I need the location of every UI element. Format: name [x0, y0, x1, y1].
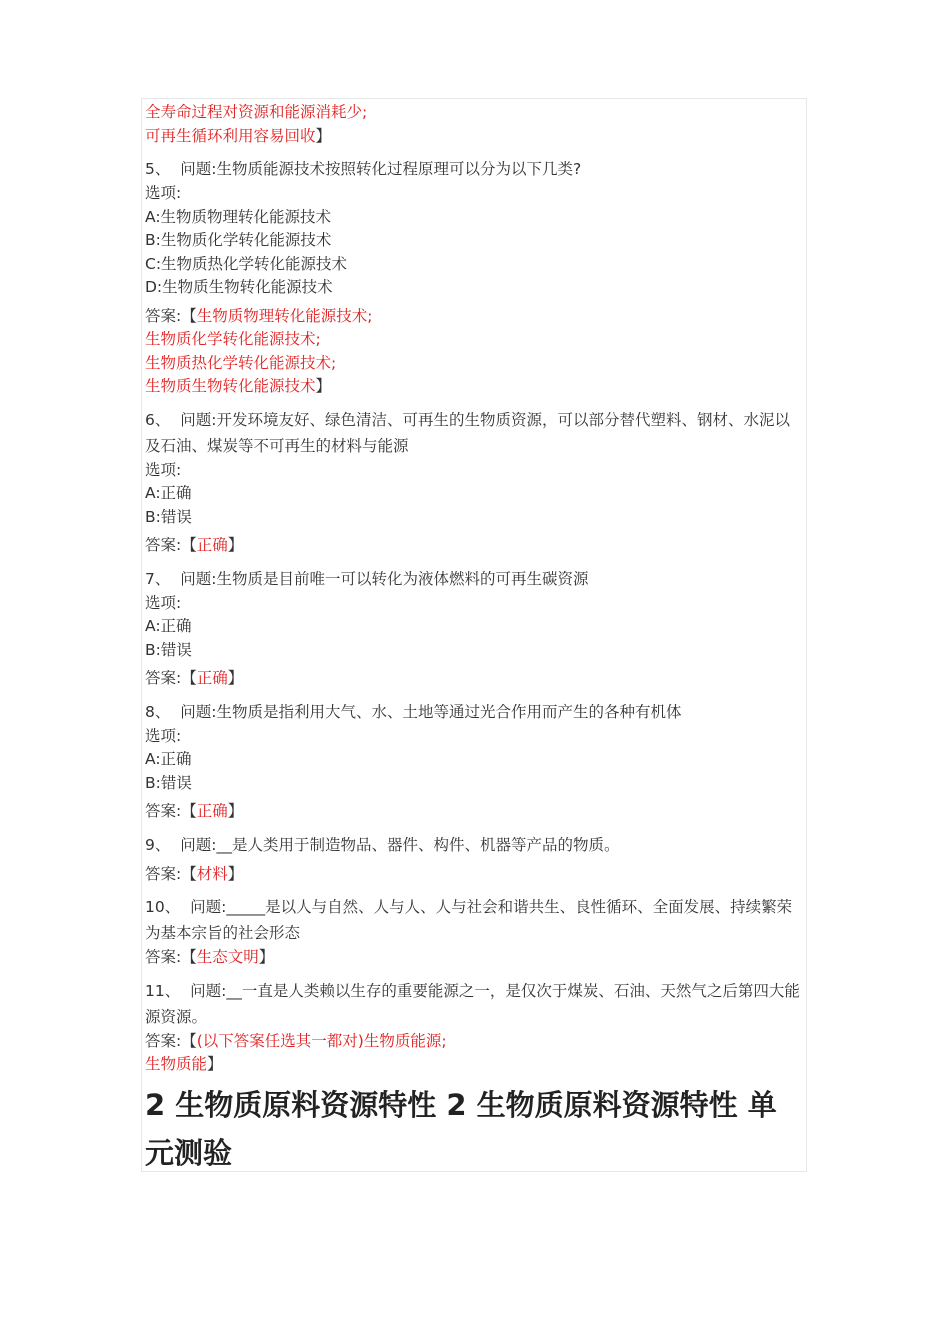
options-label: 选项: — [145, 593, 182, 612]
question-text: 问题:开发环境友好、绿色清洁、可再生的生物质资源，可以部分替代塑料、钢材、水泥以及石油、煤炭等不可再生的材料与能源 — [145, 410, 790, 455]
answer-line: 全寿命过程对资源和能源消耗少; — [145, 103, 368, 121]
answer-label: 答案:【 — [145, 1031, 197, 1050]
answer-label: 答案:【 — [145, 669, 197, 687]
question-number: 7、 — [145, 569, 171, 588]
question-text: 问题:生物质是指利用大气、水、土地等通过光合作用而产生的各种有机体 — [180, 702, 682, 721]
option-b: B:错误 — [145, 507, 192, 526]
question-block — [145, 566, 805, 691]
answer-line: 正确 — [196, 802, 228, 820]
question-block — [145, 832, 805, 887]
answer-bracket-close: 】 — [227, 802, 244, 820]
question-block — [145, 156, 805, 399]
option-c: C:生物质热化学转化能源技术 — [145, 254, 348, 273]
answer-bracket-close: 】 — [227, 536, 244, 554]
question-text: 问题:__一直是人类赖以生存的重要能源之一，是仅次于煤炭、石油、天然气之后第四大能源资源。 — [145, 981, 800, 1026]
answer-label: 答案:【 — [145, 306, 197, 325]
question-text: 问题:_____是以人与自然、人与人、人与社会和谐共生、良性循环、全面发展、持续繁荣为基本宗旨的社会形态 — [145, 898, 793, 942]
question-number: 6、 — [145, 410, 171, 429]
answer-line: 生物质物理转化能源技术; — [196, 306, 373, 325]
answer-line: 正确 — [196, 536, 228, 554]
answer-line: 生物质生物转化能源技术 — [145, 377, 316, 395]
document-content — [145, 101, 805, 1177]
question-block — [145, 407, 805, 558]
answer-line: 可再生循环利用容易回收 — [145, 126, 316, 145]
answer-bracket-close: 】 — [227, 864, 244, 883]
answer-bracket-close: 】 — [315, 377, 332, 395]
option-b: B:错误 — [145, 773, 192, 792]
question-block — [145, 699, 805, 824]
option-a: A:生物质物理转化能源技术 — [145, 207, 332, 226]
answer-line: 生物质化学转化能源技术; — [145, 330, 321, 348]
option-a: A:正确 — [145, 617, 192, 635]
answer-bracket-close: 】 — [315, 126, 332, 145]
question-text: 问题:__是人类用于制造物品、器件、构件、机器等产品的物质。 — [180, 835, 620, 854]
answer-line: (以下答案任选其一都对)生物质能源; — [196, 1031, 447, 1050]
answer-bracket-close: 】 — [258, 948, 275, 966]
answer-bracket-close: 】 — [207, 1055, 223, 1073]
previous-answer — [145, 101, 805, 148]
section-heading: 2 生物质原料资源特性 2 生物质原料资源特性 单元测验 — [145, 1087, 777, 1170]
answer-line: 材料 — [196, 864, 228, 883]
answer-label: 答案:【 — [145, 536, 197, 554]
question-block — [145, 978, 805, 1077]
question-number: 8、 — [145, 702, 171, 721]
option-a: A:正确 — [145, 484, 192, 502]
answer-label: 答案:【 — [145, 864, 197, 883]
answer-line: 生态文明 — [196, 948, 259, 966]
options-label: 选项: — [145, 184, 182, 202]
question-number: 5、 — [145, 160, 171, 178]
answer-line: 正确 — [196, 669, 228, 687]
answer-label: 答案:【 — [145, 802, 197, 820]
answer-label: 答案:【 — [145, 948, 197, 966]
option-b: B:生物质化学转化能源技术 — [145, 231, 332, 249]
answer-bracket-close: 】 — [227, 669, 244, 687]
question-block — [145, 894, 805, 970]
options-label: 选项: — [145, 460, 182, 479]
option-a: A:正确 — [145, 750, 192, 768]
question-number: 10、 — [145, 898, 181, 916]
option-d: D:生物质生物转化能源技术 — [145, 278, 333, 296]
option-b: B:错误 — [145, 640, 192, 659]
answer-line: 生物质热化学转化能源技术; — [145, 353, 337, 372]
question-number: 11、 — [145, 981, 181, 1000]
options-label: 选项: — [145, 726, 182, 745]
question-number: 9、 — [145, 835, 171, 854]
question-text: 问题:生物质是目前唯一可以转化为液体燃料的可再生碳资源 — [180, 569, 589, 588]
question-text: 问题:生物质能源技术按照转化过程原理可以分为以下几类? — [180, 160, 582, 178]
answer-line: 生物质能 — [145, 1055, 208, 1073]
